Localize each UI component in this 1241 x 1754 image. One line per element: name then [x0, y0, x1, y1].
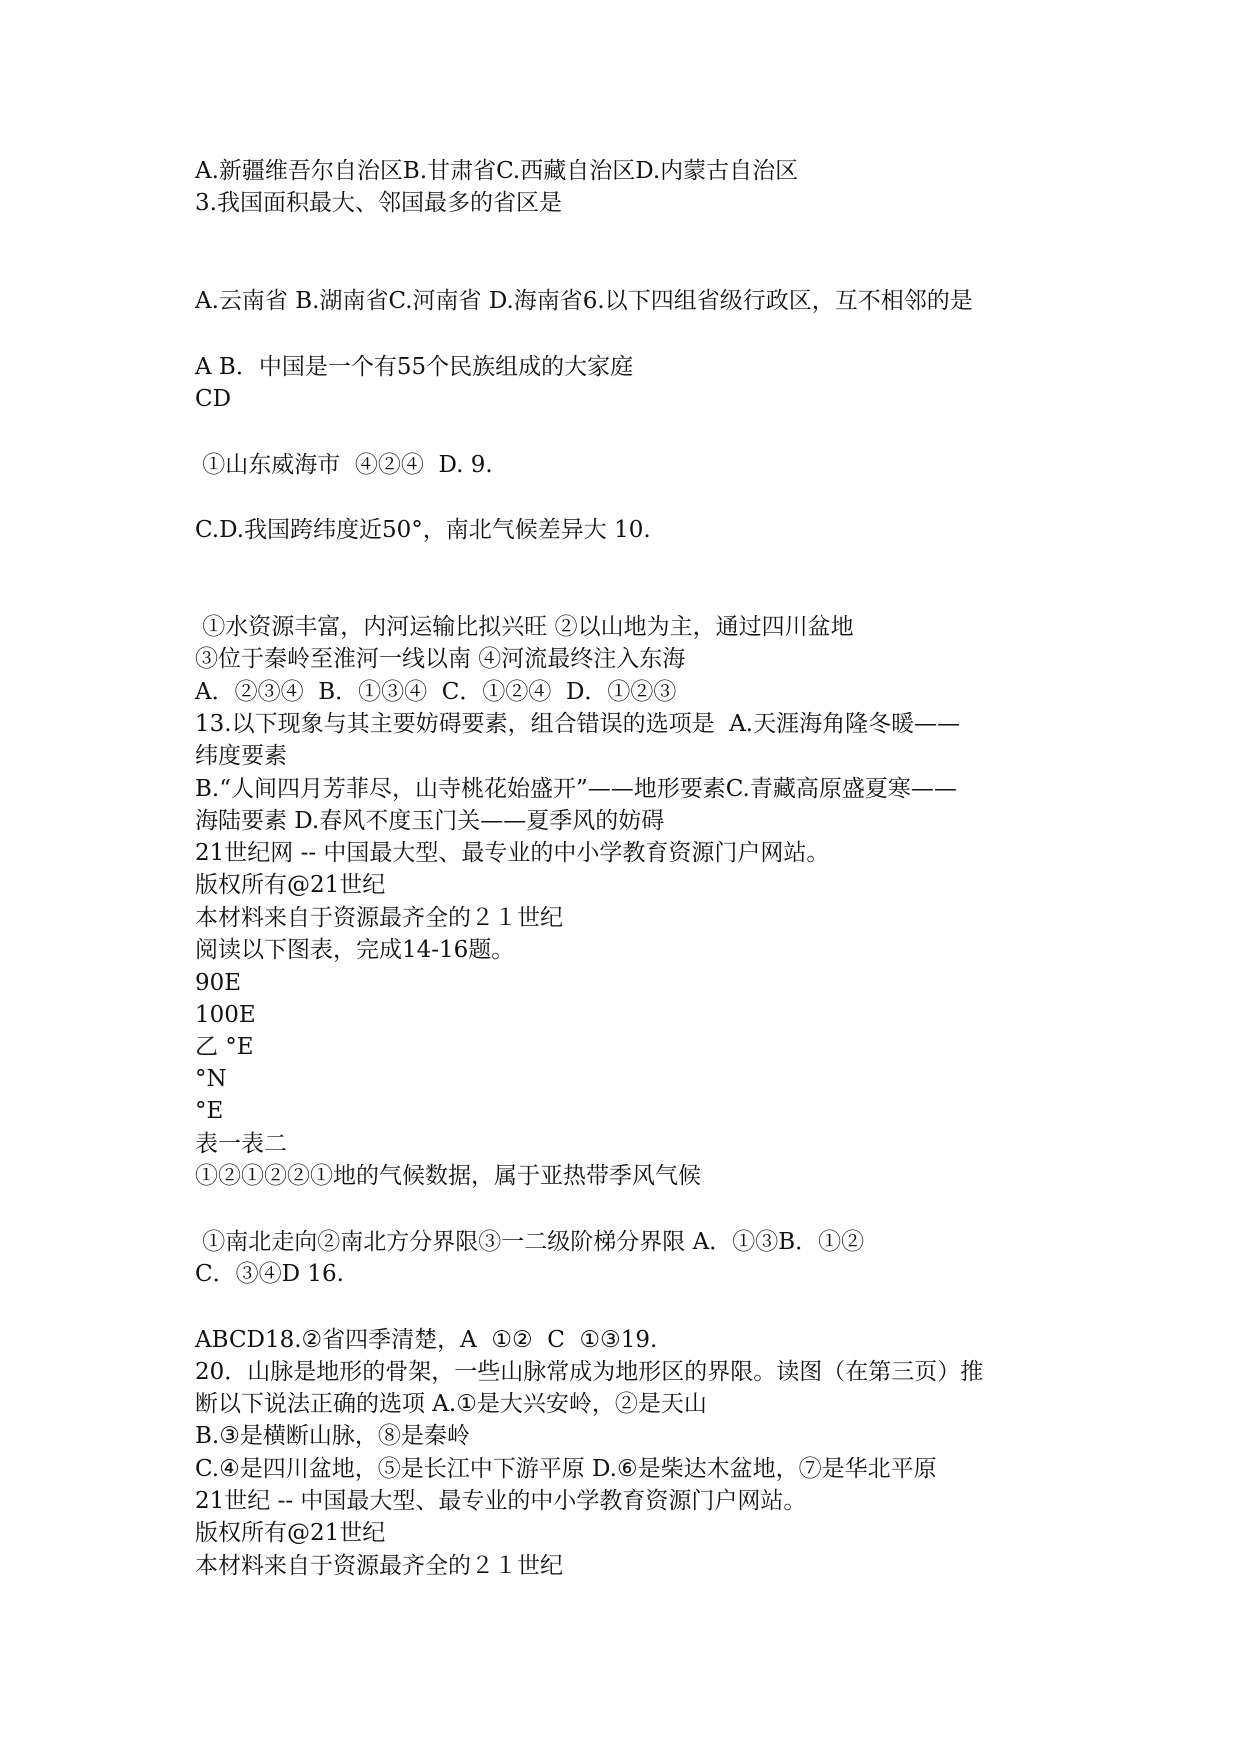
text-line: °E [195, 1098, 224, 1124]
text-line: 断以下说法正确的选项 A.①是大兴安岭，②是天山 [195, 1391, 707, 1417]
text-line: C．③④D 16. [195, 1261, 344, 1287]
text-line: 本材料来自于资源最齐全的２１世纪 [195, 1553, 563, 1579]
text-line: CD [195, 386, 232, 412]
text-line: 90E [195, 970, 242, 996]
text-line: ①水资源丰富，内河运输比拟兴旺 ②以山地为主，通过四川盆地 [195, 614, 854, 640]
text-line: 20．山脉是地形的骨架，一些山脉常成为地形区的界限。读图（在第三页）推 [195, 1359, 984, 1385]
text-line: 13.以下现象与其主要妨碍要素，组合错误的选项是 A.天涯海角隆冬暖—— [195, 711, 961, 737]
text-line: A.云南省 B.湖南省C.河南省 D.海南省6.以下四组省级行政区，互不相邻的是 [195, 288, 973, 314]
text-line: 表一表二 [195, 1131, 287, 1157]
text-line: A．②③④ B．①③④ C．①②④ D．①②③ [195, 679, 677, 705]
text-line: ①山东威海市 ④②④ D. 9. [195, 452, 493, 478]
text-line: 纬度要素 [195, 743, 287, 769]
text-line: 21世纪网 -- 中国最大型、最专业的中小学教育资源门户网站。 [195, 840, 830, 866]
text-line: 3.我国面积最大、邻国最多的省区是 [195, 190, 562, 216]
text-line: A B．中国是一个有55个民族组成的大家庭 [195, 354, 634, 380]
text-line: ①南北走向②南北方分界限③一二级阶梯分界限 A．①③B．①② [195, 1229, 865, 1255]
text-line: 100E [195, 1002, 256, 1028]
text-line: 海陆要素 D.春风不度玉门关——夏季风的妨碍 [195, 808, 665, 834]
text-line: 版权所有@21世纪 [195, 1520, 386, 1546]
text-line: 乙 °E [195, 1034, 254, 1060]
text-line: 版权所有@21世纪 [195, 872, 386, 898]
text-line: ABCD18.②省四季清楚，A ①② C ①③19. [195, 1327, 658, 1353]
text-line: ③位于秦岭至淮河一线以南 ④河流最终注入东海 [195, 646, 686, 672]
text-line: B.“人间四月芳菲尽，山寺桃花始盛开”——地形要素C.青藏高原盛夏寒—— [195, 776, 957, 802]
text-line: 阅读以下图表，完成14-16题。 [195, 937, 515, 963]
text-line: C.④是四川盆地，⑤是长江中下游平原 D.⑥是柴达木盆地，⑦是华北平原 [195, 1456, 937, 1482]
text-line: B.③是横断山脉，⑧是秦岭 [195, 1423, 470, 1449]
text-line: °N [195, 1066, 227, 1092]
text-line: ①②①②②①地的气候数据，属于亚热带季风气候 [195, 1163, 701, 1189]
text-line: A.新疆维吾尔自治区B.甘肃省C.西藏自治区D.内蒙古自治区 [195, 158, 799, 184]
text-line: 本材料来自于资源最齐全的２１世纪 [195, 905, 563, 931]
text-line: 21世纪 -- 中国最大型、最专业的中小学教育资源门户网站。 [195, 1488, 807, 1514]
text-line: C.D.我国跨纬度近50°，南北气候差异大 10. [195, 517, 651, 543]
